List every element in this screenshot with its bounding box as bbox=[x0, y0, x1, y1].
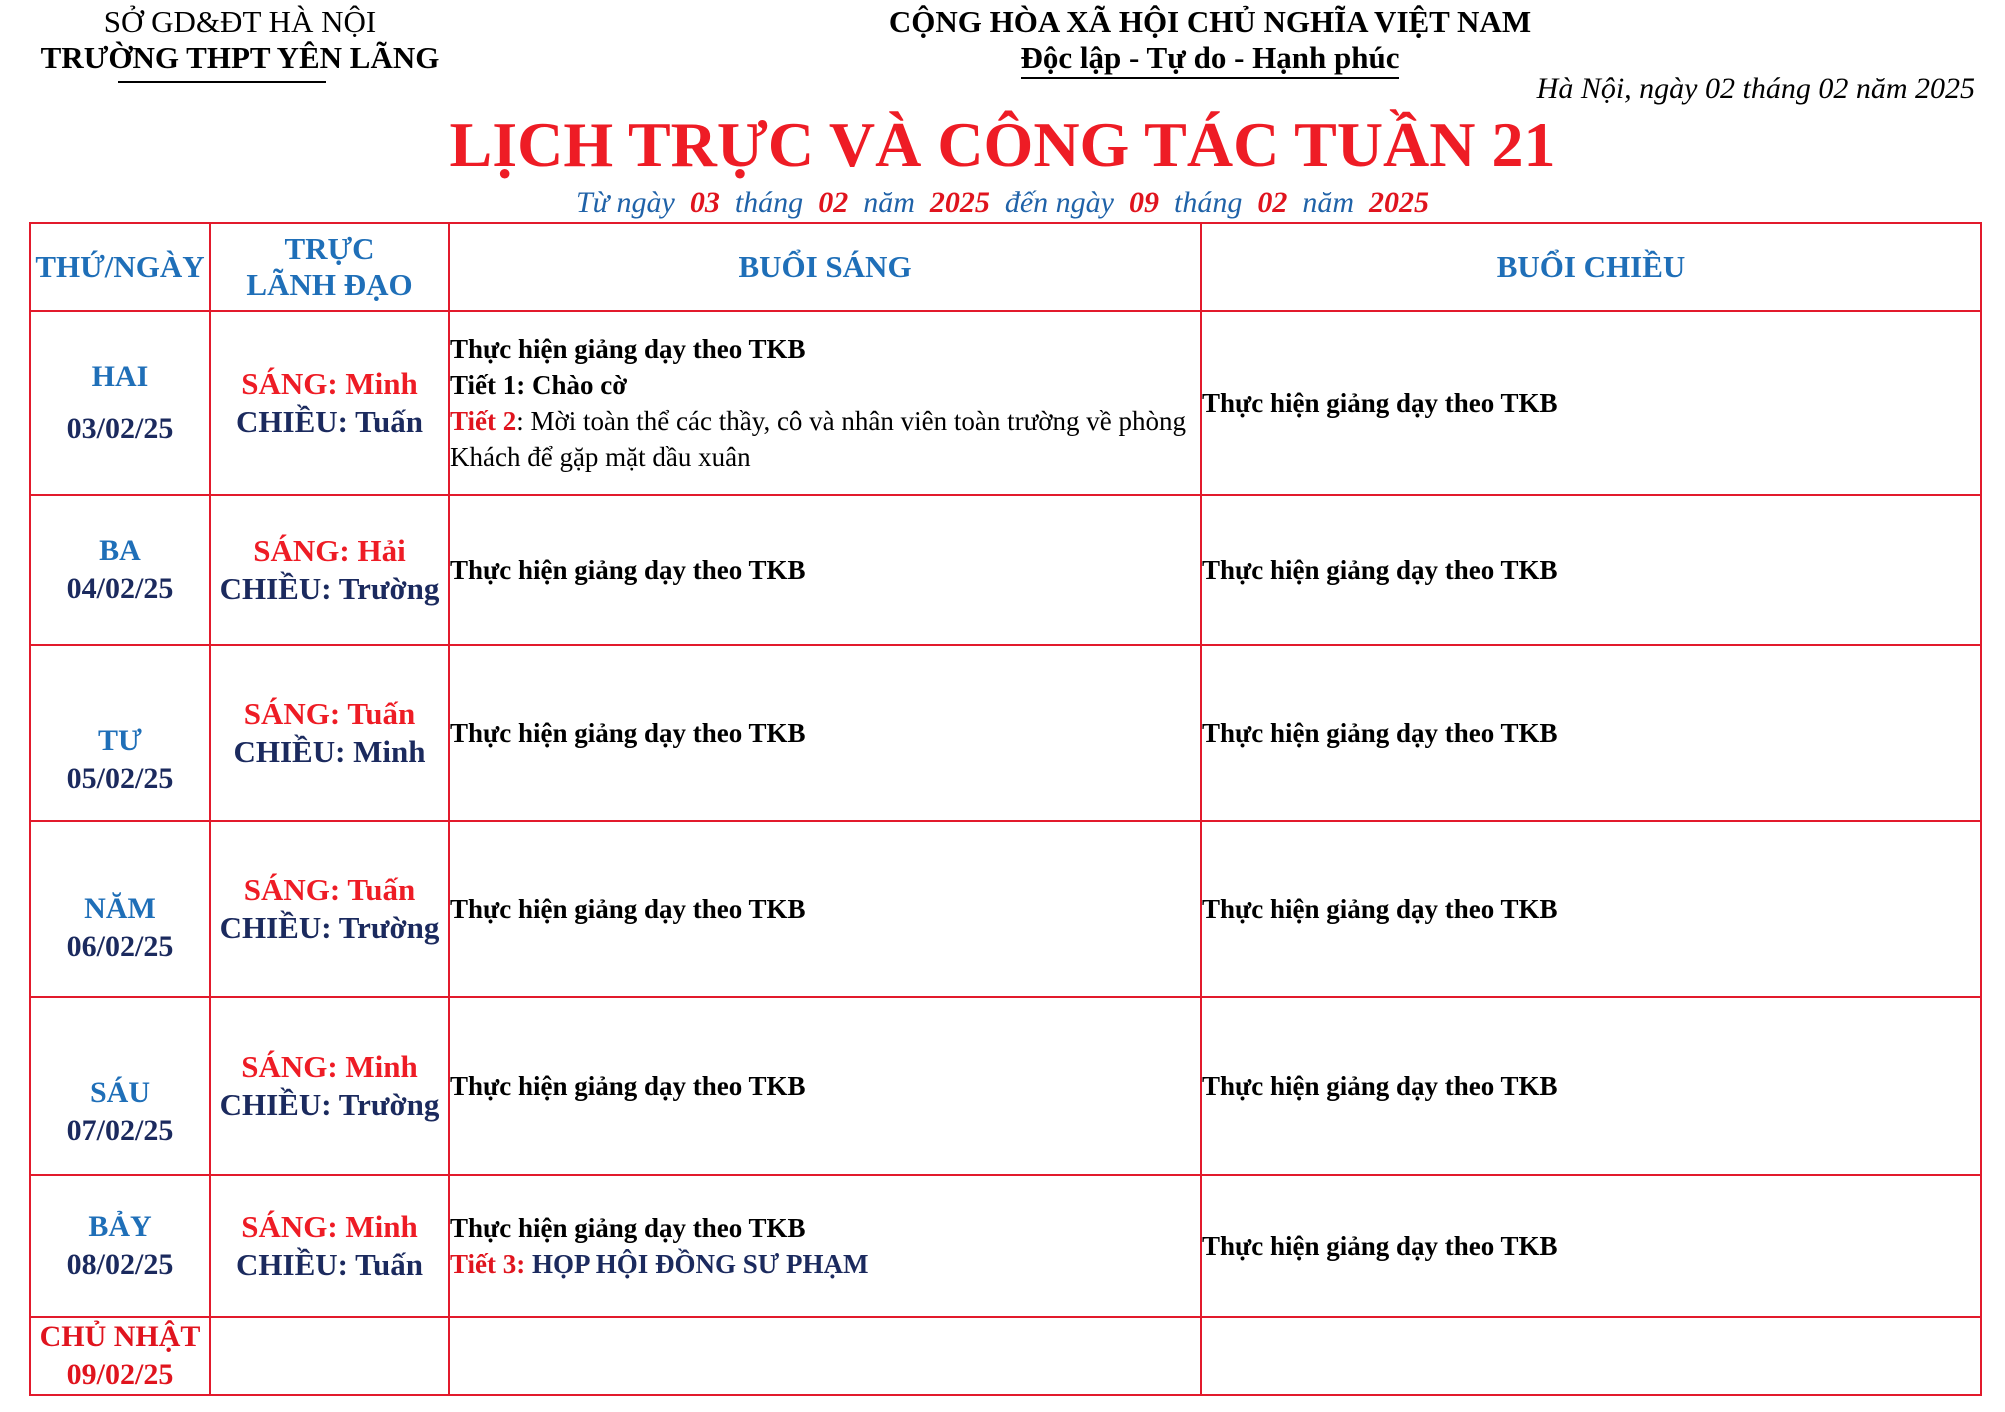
morning-task-cell bbox=[449, 645, 1201, 821]
morning-period-3 bbox=[450, 1246, 1200, 1282]
morning-task: Thực hiện giảng dạy theo TKB bbox=[450, 555, 806, 585]
afternoon-task-cell bbox=[1201, 1175, 1981, 1317]
day-date: 03/02/25 bbox=[66, 412, 174, 445]
afternoon-leader: CHIỀU: Minh bbox=[233, 734, 426, 769]
to-day: 09 bbox=[1129, 186, 1159, 219]
from-year: 2025 bbox=[929, 186, 990, 219]
department-name: SỞ GD&ĐT HÀ NỘI bbox=[103, 4, 377, 39]
period-2-text: : Mời toàn thể các thầy, cô và nhân viên toàn trường về phòng Khách để gặp mặt dầu xuân bbox=[450, 406, 1187, 472]
table-row bbox=[30, 1317, 1981, 1395]
day-name: SÁU bbox=[89, 1076, 150, 1109]
morning-task-cell bbox=[449, 821, 1201, 997]
afternoon-leader: CHIỀU: Trường bbox=[219, 571, 440, 606]
from-month: 02 bbox=[818, 186, 849, 219]
day-date: 09/02/25 bbox=[66, 1358, 174, 1391]
afternoon-task: Thực hiện giảng dạy theo TKB bbox=[1202, 718, 1558, 748]
leader-header-line1: TRỰC bbox=[284, 231, 375, 266]
afternoon-task-cell bbox=[1201, 1317, 1981, 1395]
from-day: 03 bbox=[689, 186, 720, 219]
morning-task-cell bbox=[449, 1175, 1201, 1317]
afternoon-leader: CHIỀU: Trường bbox=[219, 910, 440, 945]
morning-task: Thực hiện giảng dạy theo TKB bbox=[450, 1213, 806, 1243]
afternoon-task-cell bbox=[1201, 821, 1981, 997]
year-label-1: năm bbox=[863, 186, 915, 219]
afternoon-task-cell bbox=[1201, 997, 1981, 1175]
day-cell bbox=[30, 821, 210, 997]
morning-leader: SÁNG: Minh bbox=[241, 1049, 418, 1084]
col-leader-header bbox=[210, 223, 449, 311]
morning-leader: SÁNG: Tuấn bbox=[243, 872, 416, 907]
morning-leader: SÁNG: Minh bbox=[241, 1209, 418, 1244]
schedule-table bbox=[29, 222, 1982, 1396]
afternoon-task: Thực hiện giảng dạy theo TKB bbox=[1202, 1231, 1558, 1261]
morning-task: Thực hiện giảng dạy theo TKB bbox=[450, 894, 806, 924]
afternoon-task: Thực hiện giảng dạy theo TKB bbox=[1202, 555, 1558, 585]
day-date: 05/02/25 bbox=[66, 762, 174, 795]
leader-cell bbox=[210, 1317, 449, 1395]
morning-leader: SÁNG: Tuấn bbox=[243, 696, 416, 731]
day-cell bbox=[30, 495, 210, 645]
month-label-1: tháng bbox=[734, 186, 804, 219]
motto-text: Độc lập - Tự do - Hạnh phúc bbox=[1021, 40, 1400, 79]
day-name: TƯ bbox=[98, 724, 142, 757]
day-cell bbox=[30, 1175, 210, 1317]
issue-date: Hà Nội, ngày 02 tháng 02 năm 2025 bbox=[1536, 72, 1975, 105]
day-name: BẢY bbox=[88, 1210, 152, 1243]
leader-cell bbox=[210, 997, 449, 1175]
day-name: NĂM bbox=[84, 892, 156, 925]
header-row bbox=[30, 223, 1981, 311]
afternoon-task: Thực hiện giảng dạy theo TKB bbox=[1202, 388, 1558, 418]
afternoon-task-cell bbox=[1201, 495, 1981, 645]
afternoon-task-cell bbox=[1201, 645, 1981, 821]
leader-header-line2: LÃNH ĐẠO bbox=[246, 267, 413, 302]
leader-cell bbox=[210, 1175, 449, 1317]
morning-leader: SÁNG: Minh bbox=[241, 366, 418, 401]
day-date: 06/02/25 bbox=[66, 930, 174, 963]
leader-cell bbox=[210, 821, 449, 997]
table-row bbox=[30, 495, 1981, 645]
day-date: 08/02/25 bbox=[66, 1248, 174, 1281]
national-motto bbox=[820, 40, 1600, 76]
day-cell bbox=[30, 311, 210, 495]
col-morning-header: BUỔI SÁNG bbox=[449, 223, 1201, 311]
country-name: CỘNG HÒA XÃ HỘI CHỦ NGHĨA VIỆT NAM bbox=[888, 4, 1532, 39]
afternoon-task-cell bbox=[1201, 311, 1981, 495]
day-date: 04/02/25 bbox=[66, 572, 174, 605]
afternoon-leader: CHIỀU: Tuấn bbox=[236, 404, 423, 439]
morning-task: Thực hiện giảng dạy theo TKB bbox=[450, 334, 806, 364]
period-3-label: Tiết 3: bbox=[450, 1249, 526, 1279]
month-label-2: tháng bbox=[1174, 186, 1243, 219]
period-2-label: Tiết 2 bbox=[450, 406, 517, 436]
year-label-2: năm bbox=[1302, 186, 1355, 219]
from-label: Từ ngày bbox=[575, 186, 675, 219]
period-3-text: HỌP HỘI ĐỒNG SƯ PHẠM bbox=[532, 1249, 869, 1279]
afternoon-task: Thực hiện giảng dạy theo TKB bbox=[1202, 894, 1558, 924]
table-row bbox=[30, 645, 1981, 821]
morning-period-1: Tiết 1: Chào cờ bbox=[450, 370, 628, 400]
day-name: CHỦ NHẬT bbox=[39, 1320, 201, 1353]
table-row bbox=[30, 821, 1981, 997]
col-afternoon-header: BUỔI CHIỀU bbox=[1201, 223, 1981, 311]
school-name: TRƯỜNG THPT YÊN LÃNG bbox=[40, 40, 440, 75]
to-month: 02 bbox=[1257, 186, 1288, 219]
afternoon-leader: CHIỀU: Trường bbox=[219, 1087, 440, 1122]
day-cell bbox=[30, 997, 210, 1175]
leader-cell bbox=[210, 311, 449, 495]
afternoon-leader: CHIỀU: Tuấn bbox=[236, 1247, 423, 1282]
table-row bbox=[30, 997, 1981, 1175]
school-underline bbox=[118, 81, 326, 83]
day-name: HAI bbox=[91, 360, 149, 393]
to-label: đến ngày bbox=[1004, 186, 1114, 219]
day-cell bbox=[30, 1317, 210, 1395]
morning-task: Thực hiện giảng dạy theo TKB bbox=[450, 718, 806, 748]
leader-cell bbox=[210, 645, 449, 821]
page-title: LỊCH TRỰC VÀ CÔNG TÁC TUẦN 21 bbox=[449, 109, 1556, 180]
morning-leader: SÁNG: Hải bbox=[253, 533, 406, 568]
table-row bbox=[30, 311, 1981, 495]
day-date: 07/02/25 bbox=[66, 1114, 174, 1147]
morning-task-cell bbox=[449, 1317, 1201, 1395]
morning-task: Thực hiện giảng dạy theo TKB bbox=[450, 1071, 806, 1101]
day-cell bbox=[30, 645, 210, 821]
morning-task-cell bbox=[449, 495, 1201, 645]
leader-cell bbox=[210, 495, 449, 645]
col-day-header: THỨ/NGÀY bbox=[30, 223, 210, 311]
afternoon-task: Thực hiện giảng dạy theo TKB bbox=[1202, 1071, 1558, 1101]
table-row bbox=[30, 1175, 1981, 1317]
day-name: BA bbox=[99, 534, 141, 567]
date-range bbox=[0, 186, 2005, 220]
morning-period-2 bbox=[450, 403, 1200, 475]
morning-task-cell bbox=[449, 311, 1201, 495]
morning-task-cell bbox=[449, 997, 1201, 1175]
to-year: 2025 bbox=[1369, 186, 1430, 219]
